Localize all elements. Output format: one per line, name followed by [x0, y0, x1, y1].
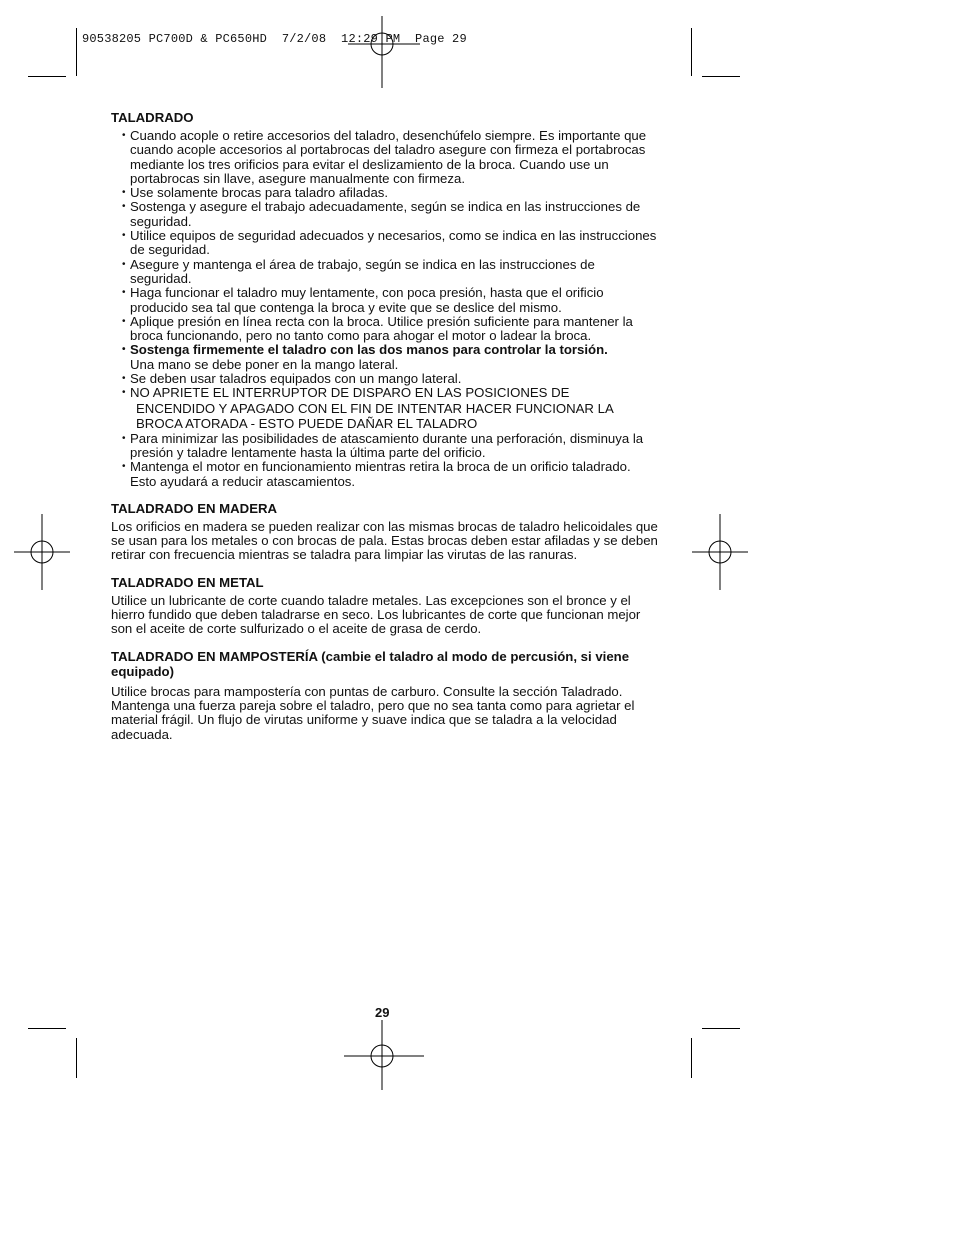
- heading-wood: TALADRADO EN MADERA: [111, 500, 278, 516]
- masonry-paragraph: Utilice brocas para mampostería con puntas de carburo. Consulte la sección Taladrado. Mantenga una fuerza pareja sobre el taladro, pero que no sea tanta como para agrietar el material frágil. Un flujo de virutas uniforme y suave indica que se taladra a la velocidad adecuada.: [111, 683, 635, 742]
- crop-mark-bottom-right-h: [702, 1028, 740, 1029]
- drilling-bullets: [111, 129, 659, 489]
- list-item: • Asegure y mantenga el área de trabajo, según se indica en las instrucciones de seguridad.: [122, 256, 595, 286]
- list-item: • Haga funcionar el taladro muy lentamente, con poca presión, hasta que el orificio producido sea tal que contenga la broca y evite que se deslice del mismo.: [122, 285, 604, 315]
- crop-mark-top-left-h: [28, 76, 66, 77]
- registration-mark-bottom-icon: [344, 1020, 424, 1090]
- print-slug: 90538205 PC700D & PC650HD 7/2/08 12:29 PM Page 29: [82, 32, 467, 46]
- list-item: • Cuando acople o retire accesorios del taladro, desenchúfelo siempre. Es importante que cuando acople accesorios al portabrocas del taladro asegure con firmeza el portabrocas mediante los tres orificios para evitar el deslizamiento de la broca. Cuando use un portabrocas sin llave, asegure manualmente con firmeza.: [122, 128, 647, 186]
- list-item: • Se deben usar taladros equipados con un mango lateral.: [122, 371, 462, 387]
- metal-paragraph: Utilice un lubricante de corte cuando taladre metales. Las excepciones son el bronce y el hierro fundido que deben taladrarse en seco. Los lubricantes de corte que funcionan mejor son el aceite de corte sulfurizado o el aceite de grasa de cerdo.: [111, 592, 641, 637]
- list-item: • Utilice equipos de seguridad adecuados y necesarios, como se indica en las instrucciones de seguridad.: [122, 228, 657, 258]
- list-item: • Use solamente brocas para taladro afiladas.: [122, 185, 389, 201]
- registration-mark-left-icon: [14, 514, 70, 590]
- registration-mark-top-icon: [348, 16, 420, 88]
- list-item: • Aplique presión en línea recta con la broca. Utilice presión suficiente para mantener la broca funcionando, pero no tanto como para ahogar el motor o ladear la broca.: [122, 313, 633, 344]
- list-item-bold: • Sostenga firmemente el taladro con las dos manos para controlar la torsión. Una mano se debe poner en la mango lateral.: [122, 342, 608, 372]
- list-item: • Sostenga y asegure el trabajo adecuadamente, según se indica en las instrucciones de seguridad.: [122, 199, 641, 229]
- registration-mark-right-icon: [692, 514, 748, 590]
- list-item: • Mantenga el motor en funcionamiento mientras retira la broca de un orificio taladrado. Esto ayudará a reducir atascamientos.: [122, 459, 631, 489]
- crop-mark-top-right-v: [691, 28, 692, 76]
- crop-mark-top-right-h: [702, 76, 740, 77]
- crop-mark-bottom-right-v: [691, 1038, 692, 1078]
- crop-mark-bottom-left-h: [28, 1028, 66, 1029]
- wood-paragraph: Los orificios en madera se pueden realizar con las mismas brocas de taladro helicoidales que se usan para los metales o con brocas de pala. Estas brocas deben estar afiladas y se deben retirar con frecuencia mientras se taladra para limpiar las virutas de las ranuras.: [111, 518, 658, 563]
- page-content: [111, 110, 659, 754]
- crop-mark-bottom-left-v: [76, 1038, 77, 1078]
- heading-masonry: TALADRADO EN MAMPOSTERÍA (cambie el taladro al modo de percusión, si viene equipado): [111, 648, 630, 679]
- list-item-caps-warning: • NO APRIETE EL INTERRUPTOR DE DISPARO EN LAS POSICIONES DE ENCENDIDO Y APAGADO CON EL FIN DE INTENTAR HACER FUNCIONAR LA BROCA ATORADA - ESTO PUEDE DAÑAR EL TALADRO: [122, 385, 614, 432]
- heading-taladrado: TALADRADO: [111, 110, 194, 125]
- crop-mark-top-left-v: [76, 28, 77, 76]
- list-item: • Para minimizar las posibilidades de atascamiento durante una perforación, disminuya la presión y taladre lentamente hasta la última parte del orificio.: [122, 430, 644, 460]
- heading-metal: TALADRADO EN METAL: [111, 574, 264, 590]
- page-number: 29: [375, 1005, 390, 1020]
